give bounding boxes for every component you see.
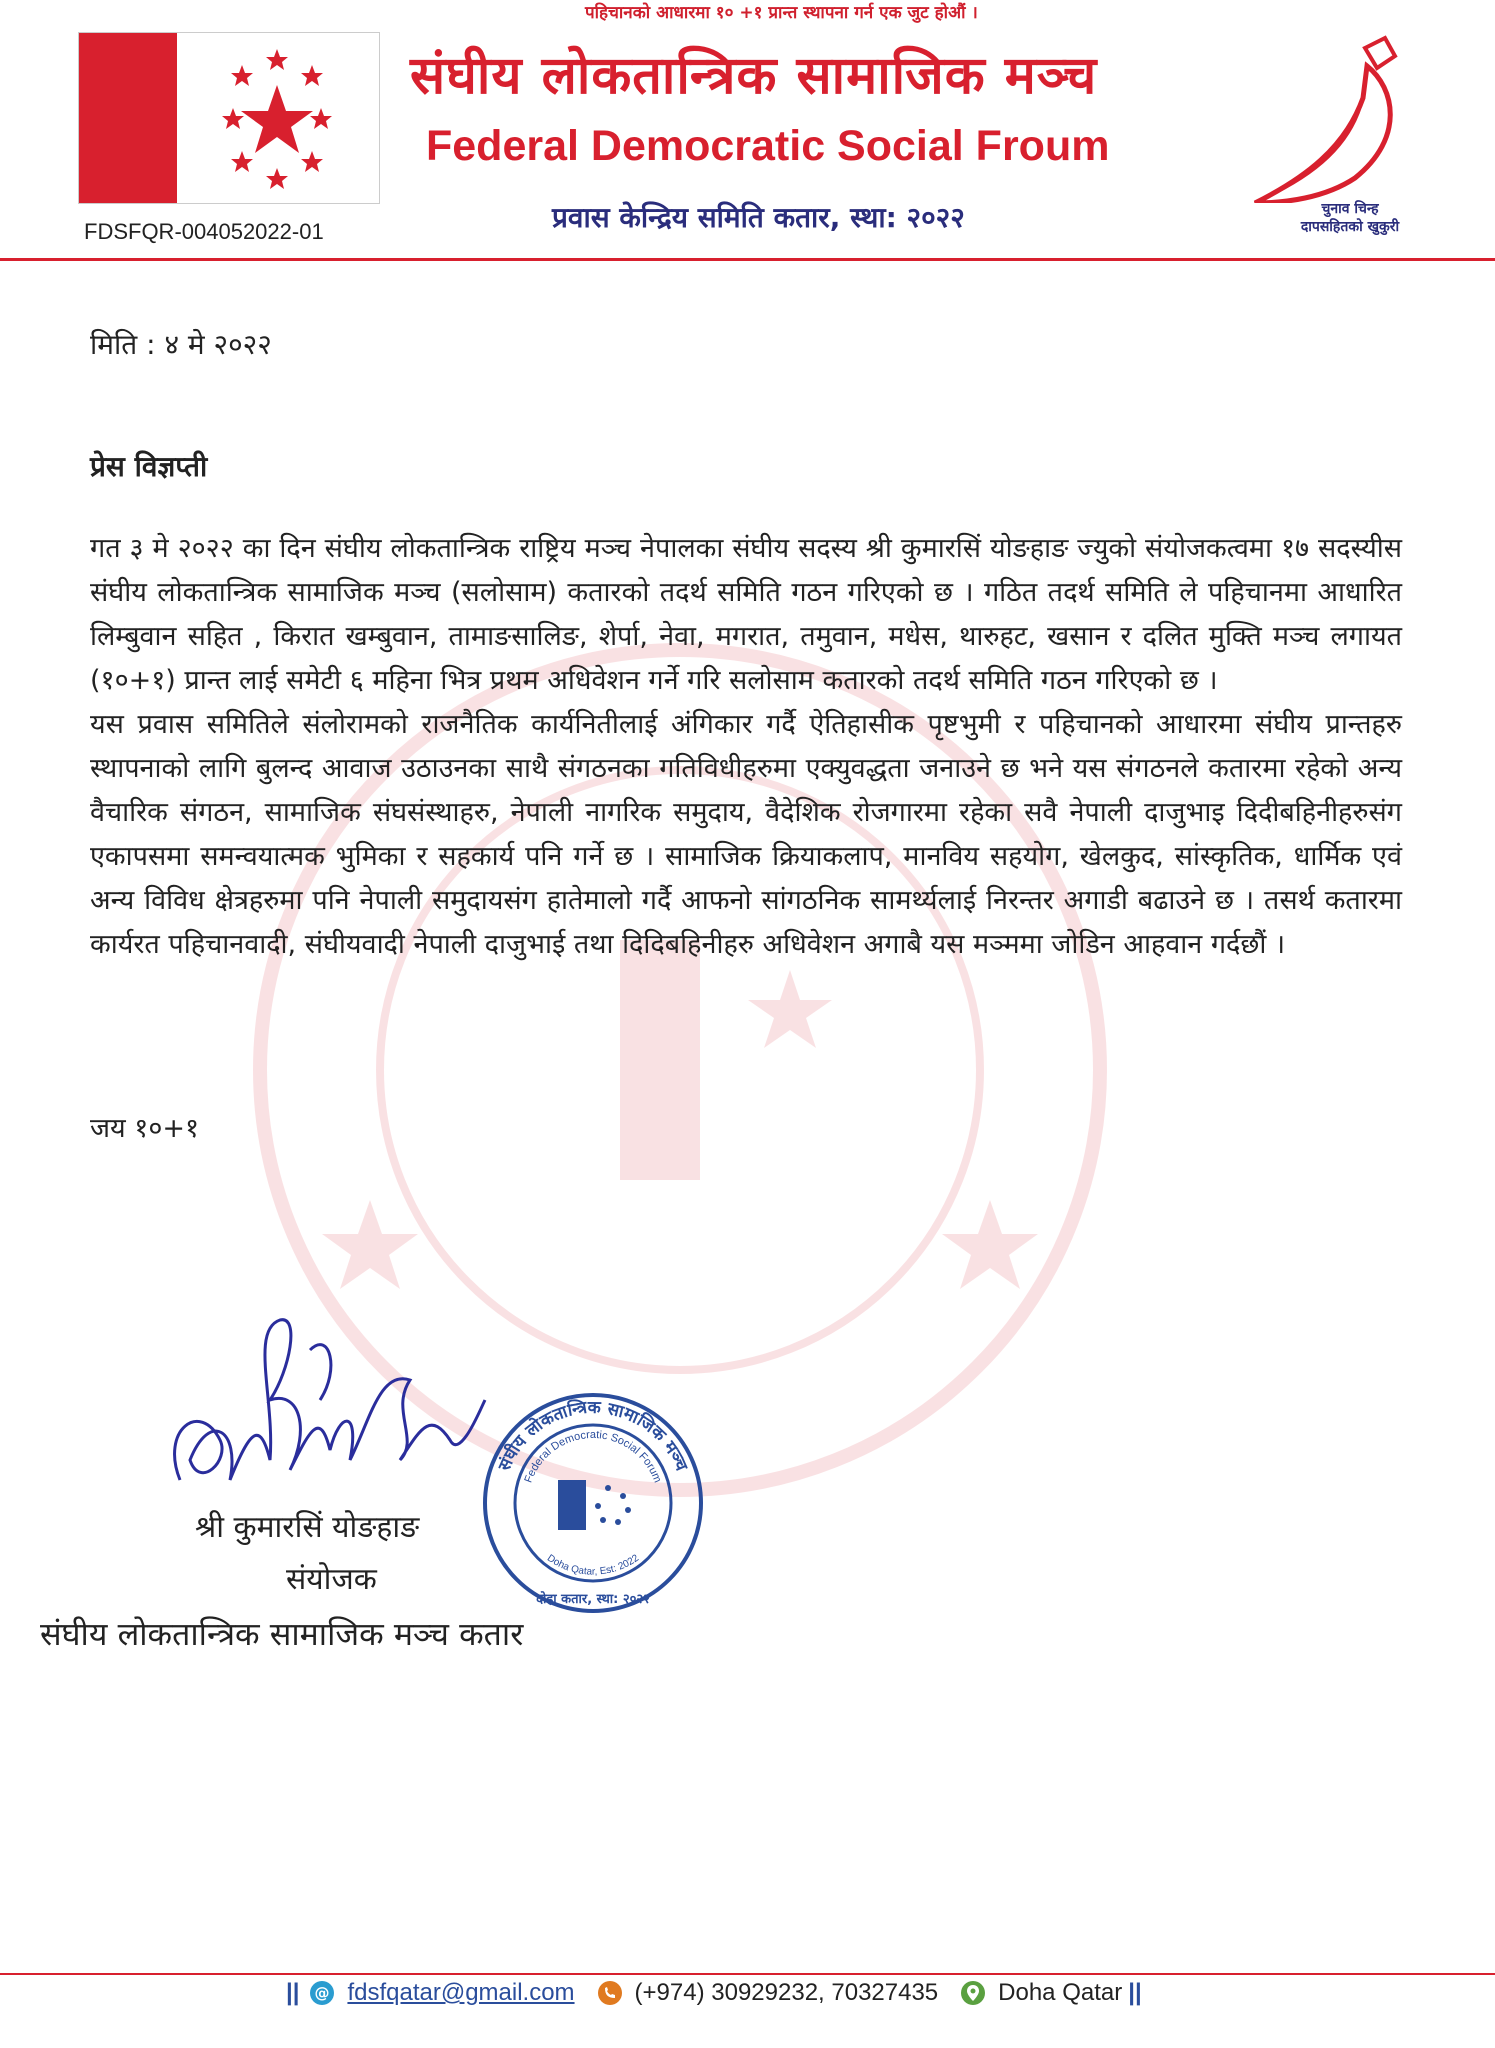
khukuri-icon (1245, 28, 1425, 207)
phone-numbers: (+974) 30929232, 70327435 (634, 1979, 939, 2006)
seal-bottom-text: Doha Qatar, Est: 2022 (545, 1552, 641, 1578)
committee-line: प्रवास केन्द्रिय समिति कतार, स्था: २०२२ (552, 201, 965, 234)
org-name-nepali: संघीय लोकतान्त्रिक सामाजिक मञ्च (410, 46, 1098, 106)
at-icon (309, 1980, 335, 2006)
symbol-caption-line-1: चुनाव चिन्ह (1321, 201, 1379, 217)
letter-subject: प्रेस विज्ञप्ती (90, 450, 208, 483)
footer-separator: || (286, 1979, 300, 2006)
letter-body (90, 527, 1402, 967)
handwritten-signature (160, 1310, 500, 1524)
footer-contact-bar (280, 1976, 1148, 2010)
header-divider (0, 258, 1495, 261)
svg-text:Federal Democratic Social Foru (523, 1429, 664, 1484)
email-link[interactable]: fdsfqatar@gmail.com (347, 1979, 575, 2006)
paragraph-1: गत ३ मे २०२२ का दिन संघीय लोकतान्त्रिक राष्ट्रिय मञ्च नेपालका संघीय सदस्य श्री कुमारसिं योङहाङ ज्युको संयोजकत्वमा १७ सदस्यीस संघीय लोकतान्त्रिक सामाजिक मञ्च (सलोसाम) कतारको तदर्थ समिति गठन गरिएको छ । गठित तदर्थ समिति ले पहिचानमा आधारित लिम्बुवान सहित , किरात खम्बुवान, तामाङसालिङ, शेर्पा, नेवा, मगरात, तमुवान, मधेस, थारुहट, खसान र दलित मुक्ति मञ्च लगायत (१०+१) प्रान्त लाई समेटी ६ महिना भित्र प्रथम अधिवेशन गर्ने गरि सलोसाम कतारको तदर्थ समिति गठन गरिएको छ । (90, 533, 1402, 696)
letter-date: मिति : ४ मे २०२२ (90, 328, 272, 361)
phone-icon (597, 1980, 623, 2006)
letter-closing: जय १०+१ (90, 1113, 200, 1144)
seal-ring-english: Federal Democratic Social Forum (522, 1429, 664, 1485)
signer-organization: संघीय लोकतान्त्रिक सामाजिक मञ्च कतार (40, 1615, 524, 1653)
org-name-english: Federal Democratic Social Froum (426, 122, 1110, 170)
footer-divider (0, 1973, 1495, 1975)
symbol-caption-line-2: दापसहितको खुकुरी (1300, 219, 1400, 235)
seal-bottom-nepali: दोहा कतार, स्था: २०२२ (536, 1592, 650, 1607)
signer-title: संयोजक (286, 1562, 377, 1597)
location-text: Doha Qatar (998, 1979, 1123, 2006)
signer-name: श्री कुमारसिं योङहाङ (195, 1510, 420, 1545)
star-flag-icon (78, 32, 380, 204)
symbol-caption (1270, 200, 1430, 236)
svg-text:@: @ (314, 1984, 330, 2002)
organization-stamp (478, 1388, 708, 1622)
paragraph-2: यस प्रवास समितिले संलोरामको राजनैतिक कार्यनितीलाई अंगिकार गर्दै ऐतिहासीक पृष्टभुमी र पहिचानको आधारमा संघीय प्रान्तहरु स्थापनाको लागि बुलन्द आवाज उठाउनका साथै संगठनका गतिविधीहरुमा एक्युवद्धता जनाउने छ भने यस संगठनले कतारमा रहेको अन्य वैचारिक संगठन, सामाजिक संघसंस्थाहरु, नेपाली नागरिक समुदाय, वैदेशिक रोजगारमा रहेका सवै नेपाली दाजुभाइ दिदीबहिनीहरुसंग एकापसमा समन्वयात्मक भुमिका र सहकार्य पनि गर्ने छ । सामाजिक क्रियाकलाप, मानविय सहयोग, खेलकुद, सांस्कृतिक, धार्मिक एवं अन्य विविध क्षेत्रहरुमा पनि नेपाली समुदायसंग हातेमालो गर्दै आफनो सांगठनिक सामर्थ्यलाई निरन्तर अगाडी बढाउने छ । तसर्थ कतारमा कार्यरत पहिचानवादी, संघीयवादी नेपाली दाजुभाई तथा दिदिबहिनीहरु अधिवेशन अगाबै यस मञ्ममा जोडिन आहवान गर्दछौं । (90, 709, 1402, 960)
location-pin-icon (960, 1980, 986, 2006)
footer-separator-end: || (1128, 1979, 1142, 2006)
header-slogan: पहिचानको आधारमा १० +१ प्रान्त स्थापना गर्न एक जुट होऔं । (585, 3, 978, 23)
reference-number: FDSFQR-004052022-01 (84, 219, 324, 244)
seal-ring-nepali: संघीय लोकतान्त्रिक सामाजिक मञ्च (494, 1397, 692, 1474)
